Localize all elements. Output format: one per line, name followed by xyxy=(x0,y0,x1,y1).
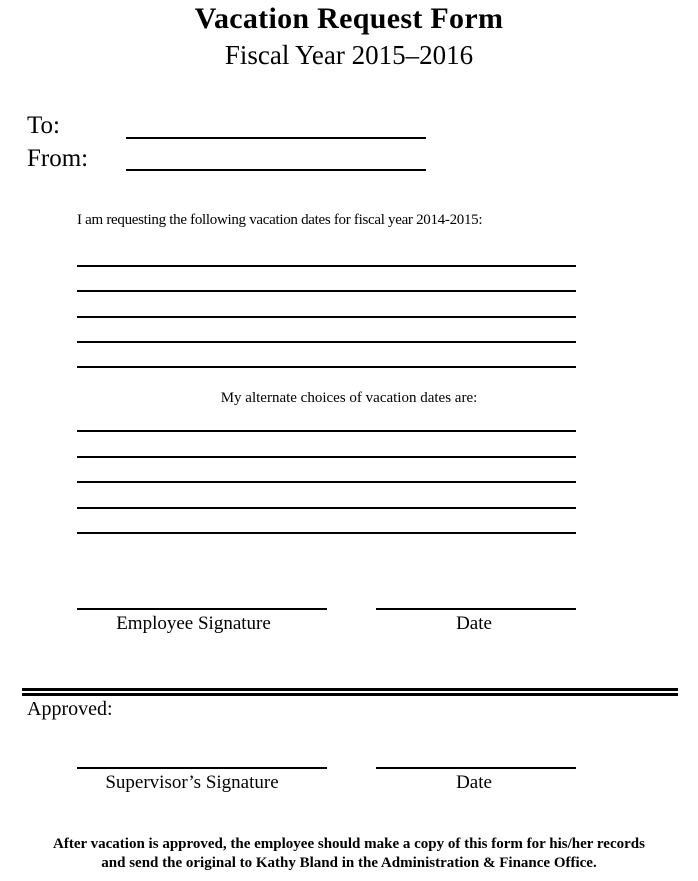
section-divider-bottom xyxy=(22,693,678,696)
alternate-date-line-5[interactable] xyxy=(77,532,576,534)
employee-signature-line[interactable] xyxy=(77,608,327,610)
form-subtitle: Fiscal Year 2015–2016 xyxy=(224,40,474,70)
employee-date-line[interactable] xyxy=(376,608,576,610)
supervisor-date-line[interactable] xyxy=(376,767,576,769)
request-date-line-3[interactable] xyxy=(77,316,576,318)
request-date-line-2[interactable] xyxy=(77,290,576,292)
from-label: From: xyxy=(27,145,89,172)
request-date-line-5[interactable] xyxy=(77,366,576,368)
from-field-line[interactable] xyxy=(126,169,426,171)
approved-label: Approved: xyxy=(27,698,113,720)
supervisor-date-label: Date xyxy=(456,772,492,793)
alternate-date-line-3[interactable] xyxy=(77,481,576,483)
request-date-line-4[interactable] xyxy=(77,341,576,343)
to-label: To: xyxy=(27,112,60,139)
alternate-prompt: My alternate choices of vacation dates are: xyxy=(220,390,478,406)
form-title: Vacation Request Form xyxy=(194,2,504,35)
to-field-line[interactable] xyxy=(126,137,426,139)
employee-date-label: Date xyxy=(456,613,492,634)
request-prompt: I am requesting the following vacation dates for fiscal year 2014-2015: xyxy=(77,212,483,228)
section-divider-top xyxy=(22,688,678,691)
alternate-date-line-4[interactable] xyxy=(77,507,576,509)
footer-instructions xyxy=(0,835,698,873)
supervisor-signature-line[interactable] xyxy=(77,767,327,769)
supervisor-signature-label: Supervisor’s Signature xyxy=(105,772,279,793)
alternate-date-line-1[interactable] xyxy=(77,430,576,432)
footer-line-1: After vacation is approved, the employee should make a copy of this form for his/her records xyxy=(53,836,645,852)
footer-line-2: and send the original to Kathy Bland in the Administration & Finance Office. xyxy=(101,855,597,871)
alternate-date-line-2[interactable] xyxy=(77,456,576,458)
request-date-line-1[interactable] xyxy=(77,265,576,267)
employee-signature-label: Employee Signature xyxy=(116,613,271,634)
